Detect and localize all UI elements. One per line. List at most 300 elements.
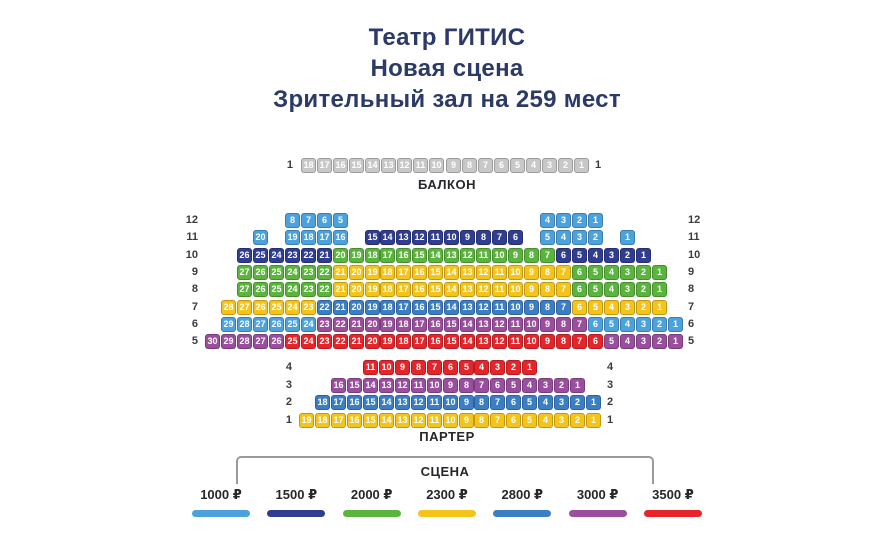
seat[interactable]: 12 — [476, 300, 491, 315]
seat[interactable]: 27 — [253, 334, 268, 349]
seat: 13 — [381, 158, 396, 173]
seat[interactable]: 21 — [317, 248, 332, 263]
seat[interactable]: 24 — [285, 265, 300, 280]
seat[interactable]: 10 — [508, 265, 523, 280]
seat[interactable]: 14 — [444, 265, 459, 280]
row-number-label: 8 — [688, 283, 695, 296]
legend-item — [412, 487, 482, 517]
seat[interactable]: 13 — [460, 282, 475, 297]
seat[interactable]: 2 — [506, 360, 521, 375]
seat[interactable]: 13 — [476, 334, 491, 349]
seat[interactable]: 9 — [459, 395, 474, 410]
seat[interactable]: 24 — [301, 317, 316, 332]
seat[interactable]: 24 — [269, 248, 284, 263]
seat[interactable]: 18 — [380, 265, 395, 280]
seat[interactable]: 8 — [476, 230, 491, 245]
row-number-label: 4 — [285, 361, 292, 373]
seat[interactable]: 10 — [379, 360, 394, 375]
seat[interactable]: 17 — [331, 395, 346, 410]
seat[interactable]: 29 — [221, 317, 236, 332]
seat[interactable]: 6 — [588, 317, 603, 332]
seat[interactable]: 4 — [538, 413, 553, 428]
seat[interactable]: 25 — [269, 265, 284, 280]
seat[interactable]: 7 — [556, 265, 571, 280]
seat[interactable]: 11 — [476, 248, 491, 263]
seat[interactable]: 26 — [253, 265, 268, 280]
seat[interactable]: 3 — [554, 413, 569, 428]
seat[interactable]: 16 — [412, 282, 427, 297]
seat[interactable]: 3 — [620, 265, 635, 280]
seat[interactable]: 8 — [540, 265, 555, 280]
parterre-label: ПАРТЕР — [419, 429, 475, 444]
seat[interactable]: 14 — [460, 334, 475, 349]
seat[interactable]: 18 — [315, 413, 330, 428]
seat[interactable]: 6 — [443, 360, 458, 375]
seat[interactable]: 11 — [363, 360, 378, 375]
seat[interactable]: 2 — [636, 282, 651, 297]
legend-color-swatch — [267, 510, 325, 517]
seat[interactable]: 3 — [556, 213, 571, 228]
seat[interactable]: 9 — [524, 300, 539, 315]
seat[interactable]: 30 — [205, 334, 220, 349]
seat[interactable]: 6 — [317, 213, 332, 228]
seat: 10 — [429, 158, 444, 173]
seat[interactable]: 4 — [604, 300, 619, 315]
seat[interactable]: 15 — [428, 300, 443, 315]
seat[interactable]: 13 — [396, 230, 411, 245]
seat[interactable]: 13 — [460, 300, 475, 315]
row-number-label: 12 — [185, 214, 198, 226]
seat[interactable]: 19 — [365, 282, 380, 297]
seat[interactable]: 4 — [604, 265, 619, 280]
seat[interactable]: 8 — [474, 413, 489, 428]
seat[interactable]: 6 — [572, 282, 587, 297]
seat[interactable]: 14 — [363, 378, 378, 393]
seat[interactable]: 14 — [444, 282, 459, 297]
seat[interactable]: 6 — [556, 248, 571, 263]
seat[interactable]: 13 — [460, 265, 475, 280]
seat[interactable]: 3 — [490, 360, 505, 375]
seat[interactable]: 1 — [620, 230, 635, 245]
seat: 5 — [510, 158, 525, 173]
seat[interactable]: 26 — [253, 282, 268, 297]
seat[interactable]: 11 — [492, 265, 507, 280]
seat[interactable]: 20 — [349, 300, 364, 315]
seat[interactable]: 1 — [652, 282, 667, 297]
seat[interactable]: 16 — [347, 413, 362, 428]
seat[interactable]: 6 — [572, 265, 587, 280]
seat[interactable]: 17 — [331, 413, 346, 428]
seat[interactable]: 9 — [460, 230, 475, 245]
seat[interactable]: 20 — [349, 282, 364, 297]
row-number-label: 1 — [286, 159, 293, 171]
seat[interactable]: 27 — [237, 282, 252, 297]
row-number-label: 6 — [191, 317, 198, 330]
seat[interactable]: 16 — [347, 395, 362, 410]
legend-color-swatch — [569, 510, 627, 517]
seat[interactable]: 13 — [476, 317, 491, 332]
seat[interactable]: 17 — [412, 317, 427, 332]
seat[interactable]: 5 — [572, 248, 587, 263]
seat[interactable]: 1 — [652, 300, 667, 315]
seat[interactable]: 7 — [490, 413, 505, 428]
seat[interactable]: 14 — [460, 317, 475, 332]
seat[interactable]: 20 — [349, 265, 364, 280]
seat[interactable]: 9 — [508, 248, 523, 263]
seat[interactable]: 8 — [556, 334, 571, 349]
seat[interactable]: 5 — [540, 230, 555, 245]
seat[interactable]: 11 — [492, 300, 507, 315]
seat[interactable]: 15 — [412, 248, 427, 263]
seat[interactable]: 12 — [412, 230, 427, 245]
row-number-label: 7 — [191, 300, 198, 313]
row-number-label: 10 — [185, 248, 198, 261]
seat[interactable]: 8 — [524, 248, 539, 263]
seat[interactable]: 19 — [365, 300, 380, 315]
seat[interactable]: 14 — [380, 230, 395, 245]
seat[interactable]: 11 — [427, 395, 442, 410]
seat[interactable]: 18 — [380, 300, 395, 315]
seat[interactable]: 5 — [333, 213, 348, 228]
seat[interactable]: 19 — [380, 334, 395, 349]
seat[interactable]: 18 — [396, 334, 411, 349]
seat[interactable]: 6 — [506, 413, 521, 428]
legend-color-swatch — [493, 510, 551, 517]
seat[interactable]: 24 — [285, 300, 300, 315]
seat[interactable]: 19 — [299, 413, 314, 428]
seat[interactable]: 3 — [572, 230, 587, 245]
seat[interactable]: 3 — [538, 378, 553, 393]
seat[interactable]: 10 — [492, 248, 507, 263]
row-number-label: 5 — [191, 335, 198, 348]
seat[interactable]: 15 — [363, 413, 378, 428]
seat[interactable]: 8 — [556, 317, 571, 332]
seat[interactable]: 4 — [620, 317, 635, 332]
seat[interactable]: 17 — [317, 230, 332, 245]
seat[interactable]: 17 — [396, 300, 411, 315]
seat: 8 — [462, 158, 477, 173]
seat[interactable]: 20 — [365, 334, 380, 349]
seat[interactable]: 23 — [301, 282, 316, 297]
seat[interactable]: 11 — [508, 317, 523, 332]
seat[interactable]: 23 — [317, 334, 332, 349]
seat[interactable]: 4 — [540, 213, 555, 228]
seat[interactable]: 2 — [652, 317, 667, 332]
seat: 16 — [333, 158, 348, 173]
legend-color-swatch — [192, 510, 250, 517]
seat[interactable]: 6 — [490, 378, 505, 393]
seat[interactable]: 3 — [554, 395, 569, 410]
row-number-label: 1 — [595, 159, 602, 171]
seat[interactable]: 21 — [349, 317, 364, 332]
legend-item — [337, 487, 407, 517]
seat[interactable]: 1 — [668, 334, 683, 349]
seat[interactable]: 18 — [380, 282, 395, 297]
seat[interactable]: 4 — [522, 378, 537, 393]
seat[interactable]: 10 — [443, 413, 458, 428]
seat[interactable]: 13 — [395, 413, 410, 428]
seat[interactable]: 9 — [459, 413, 474, 428]
seat[interactable]: 19 — [349, 248, 364, 263]
legend-color-swatch — [343, 510, 401, 517]
seat[interactable]: 4 — [588, 248, 603, 263]
seat[interactable]: 7 — [556, 300, 571, 315]
seat[interactable]: 4 — [556, 230, 571, 245]
seat[interactable]: 15 — [428, 265, 443, 280]
seat[interactable]: 18 — [396, 317, 411, 332]
seat[interactable]: 4 — [538, 395, 553, 410]
seat[interactable]: 19 — [365, 265, 380, 280]
seat[interactable]: 3 — [636, 317, 651, 332]
seat[interactable]: 2 — [652, 334, 667, 349]
seat[interactable]: 24 — [301, 334, 316, 349]
seat[interactable]: 26 — [269, 334, 284, 349]
seat[interactable]: 16 — [412, 265, 427, 280]
seat[interactable]: 10 — [524, 334, 539, 349]
seat[interactable]: 18 — [301, 230, 316, 245]
seat[interactable]: 1 — [570, 378, 585, 393]
seat[interactable]: 22 — [317, 282, 332, 297]
legend-item — [487, 487, 557, 517]
seat[interactable]: 11 — [428, 230, 443, 245]
seat[interactable]: 9 — [540, 317, 555, 332]
seat[interactable]: 15 — [365, 230, 380, 245]
seat[interactable]: 4 — [474, 360, 489, 375]
seat[interactable]: 4 — [604, 282, 619, 297]
seat[interactable]: 1 — [586, 413, 601, 428]
seat[interactable]: 5 — [506, 378, 521, 393]
seat[interactable]: 9 — [540, 334, 555, 349]
seat[interactable]: 16 — [428, 317, 443, 332]
seat[interactable]: 15 — [363, 395, 378, 410]
seat[interactable]: 20 — [365, 317, 380, 332]
seat[interactable]: 21 — [349, 334, 364, 349]
seat[interactable]: 10 — [443, 395, 458, 410]
seat[interactable]: 2 — [588, 230, 603, 245]
seat[interactable]: 12 — [411, 395, 426, 410]
seat[interactable]: 8 — [474, 395, 489, 410]
seat: 12 — [397, 158, 412, 173]
seat[interactable]: 2 — [636, 265, 651, 280]
seat[interactable]: 22 — [301, 248, 316, 263]
seat[interactable]: 1 — [586, 395, 601, 410]
row-number-label: 3 — [607, 378, 614, 391]
seat[interactable]: 17 — [412, 334, 427, 349]
seat[interactable]: 5 — [604, 317, 619, 332]
seat[interactable]: 16 — [331, 378, 346, 393]
seat[interactable]: 21 — [333, 265, 348, 280]
row-number-label: 8 — [191, 283, 198, 296]
seat[interactable]: 2 — [554, 378, 569, 393]
seat[interactable]: 7 — [572, 334, 587, 349]
seat[interactable]: 7 — [490, 395, 505, 410]
seat[interactable]: 25 — [285, 334, 300, 349]
seat[interactable]: 2 — [570, 395, 585, 410]
seat[interactable]: 5 — [588, 265, 603, 280]
seat[interactable]: 25 — [269, 300, 284, 315]
seat[interactable]: 27 — [237, 265, 252, 280]
seat[interactable]: 7 — [572, 317, 587, 332]
seat[interactable]: 16 — [412, 300, 427, 315]
seat[interactable]: 12 — [460, 248, 475, 263]
seat[interactable]: 7 — [301, 213, 316, 228]
row-number-label: 2 — [285, 396, 292, 408]
seat[interactable]: 6 — [588, 334, 603, 349]
seat[interactable]: 11 — [492, 282, 507, 297]
seat[interactable]: 5 — [459, 360, 474, 375]
seat[interactable]: 12 — [492, 317, 507, 332]
seat[interactable]: 1 — [668, 317, 683, 332]
seat[interactable]: 8 — [285, 213, 300, 228]
seat[interactable]: 16 — [333, 230, 348, 245]
seat[interactable]: 14 — [444, 300, 459, 315]
seat[interactable]: 6 — [506, 395, 521, 410]
seat[interactable]: 22 — [333, 334, 348, 349]
seat[interactable]: 12 — [492, 334, 507, 349]
seat[interactable]: 17 — [380, 248, 395, 263]
seat[interactable]: 25 — [285, 317, 300, 332]
seat[interactable]: 26 — [269, 317, 284, 332]
seat[interactable]: 12 — [476, 282, 491, 297]
seat[interactable]: 26 — [237, 248, 252, 263]
seat[interactable]: 8 — [540, 300, 555, 315]
seat[interactable]: 23 — [317, 317, 332, 332]
seat[interactable]: 15 — [444, 317, 459, 332]
seat[interactable]: 10 — [508, 282, 523, 297]
seat[interactable]: 27 — [237, 300, 252, 315]
seat: 15 — [349, 158, 364, 173]
seat[interactable]: 2 — [620, 248, 635, 263]
seat[interactable]: 29 — [221, 334, 236, 349]
seat[interactable]: 18 — [315, 395, 330, 410]
seat[interactable]: 22 — [317, 300, 332, 315]
seat[interactable]: 19 — [285, 230, 300, 245]
balcony-label: БАЛКОН — [418, 177, 476, 192]
seat[interactable]: 3 — [636, 334, 651, 349]
seat[interactable]: 11 — [427, 413, 442, 428]
seat[interactable]: 6 — [508, 230, 523, 245]
seat[interactable]: 14 — [379, 413, 394, 428]
seat[interactable]: 16 — [428, 334, 443, 349]
seat[interactable]: 15 — [444, 334, 459, 349]
seat[interactable]: 14 — [428, 248, 443, 263]
seat: 17 — [317, 158, 332, 173]
seat[interactable]: 23 — [285, 248, 300, 263]
seat[interactable]: 7 — [540, 248, 555, 263]
seat[interactable]: 8 — [459, 378, 474, 393]
seat[interactable]: 11 — [508, 334, 523, 349]
row-number-label: 1 — [607, 413, 614, 426]
seat[interactable]: 5 — [522, 395, 537, 410]
seat[interactable]: 21 — [333, 282, 348, 297]
seat[interactable]: 2 — [570, 413, 585, 428]
seat[interactable]: 26 — [253, 300, 268, 315]
seat[interactable]: 3 — [620, 300, 635, 315]
seat[interactable]: 15 — [428, 282, 443, 297]
seat[interactable]: 3 — [620, 282, 635, 297]
legend-item — [638, 487, 708, 517]
seat[interactable]: 3 — [604, 248, 619, 263]
seat: 9 — [446, 158, 461, 173]
seat[interactable]: 13 — [444, 248, 459, 263]
seat[interactable]: 20 — [253, 230, 268, 245]
legend-item — [563, 487, 633, 517]
seat[interactable]: 28 — [221, 300, 236, 315]
seat[interactable]: 21 — [333, 300, 348, 315]
seat[interactable]: 9 — [524, 282, 539, 297]
row-number-label: 6 — [688, 317, 695, 330]
seat[interactable]: 12 — [476, 265, 491, 280]
seat[interactable]: 1 — [522, 360, 537, 375]
seat[interactable]: 23 — [301, 265, 316, 280]
seat[interactable]: 4 — [620, 334, 635, 349]
row-number-label: 2 — [607, 396, 614, 408]
row-number-label: 3 — [285, 378, 292, 391]
seat[interactable]: 17 — [396, 265, 411, 280]
seat[interactable]: 27 — [253, 317, 268, 332]
seat[interactable]: 13 — [395, 395, 410, 410]
seat[interactable]: 2 — [636, 300, 651, 315]
seat[interactable]: 25 — [253, 248, 268, 263]
seat[interactable]: 20 — [333, 248, 348, 263]
seat[interactable]: 14 — [379, 395, 394, 410]
row-number-label: 7 — [688, 300, 695, 313]
seat[interactable]: 9 — [443, 378, 458, 393]
seat[interactable]: 28 — [237, 334, 252, 349]
seat[interactable]: 1 — [588, 213, 603, 228]
seat[interactable]: 7 — [556, 282, 571, 297]
seat[interactable]: 12 — [411, 413, 426, 428]
seat[interactable]: 5 — [588, 282, 603, 297]
seat[interactable]: 10 — [427, 378, 442, 393]
seat[interactable]: 7 — [427, 360, 442, 375]
seat[interactable]: 22 — [333, 317, 348, 332]
seat[interactable]: 5 — [522, 413, 537, 428]
row-number-label: 5 — [688, 335, 695, 348]
seat[interactable]: 16 — [396, 248, 411, 263]
seat[interactable]: 7 — [474, 378, 489, 393]
seat[interactable]: 10 — [444, 230, 459, 245]
seat[interactable]: 1 — [652, 265, 667, 280]
legend-color-swatch — [418, 510, 476, 517]
seat[interactable]: 11 — [411, 378, 426, 393]
seat[interactable]: 6 — [572, 300, 587, 315]
seat[interactable]: 24 — [285, 282, 300, 297]
seat[interactable]: 22 — [317, 265, 332, 280]
seat[interactable]: 8 — [411, 360, 426, 375]
seat[interactable]: 9 — [524, 265, 539, 280]
seat[interactable]: 13 — [379, 378, 394, 393]
seat[interactable]: 25 — [269, 282, 284, 297]
seat[interactable]: 15 — [347, 378, 362, 393]
seat[interactable]: 18 — [365, 248, 380, 263]
seat[interactable]: 5 — [604, 334, 619, 349]
seat[interactable]: 7 — [492, 230, 507, 245]
row-number-label: 12 — [688, 214, 701, 226]
seat[interactable]: 17 — [396, 282, 411, 297]
seat[interactable]: 28 — [237, 317, 252, 332]
seat[interactable]: 2 — [572, 213, 587, 228]
seat[interactable]: 23 — [301, 300, 316, 315]
seat[interactable]: 12 — [395, 378, 410, 393]
seat[interactable]: 19 — [380, 317, 395, 332]
seat[interactable]: 5 — [588, 300, 603, 315]
seat[interactable]: 10 — [508, 300, 523, 315]
seat[interactable]: 9 — [395, 360, 410, 375]
seat[interactable]: 10 — [524, 317, 539, 332]
seat[interactable]: 1 — [636, 248, 651, 263]
seat[interactable]: 8 — [540, 282, 555, 297]
